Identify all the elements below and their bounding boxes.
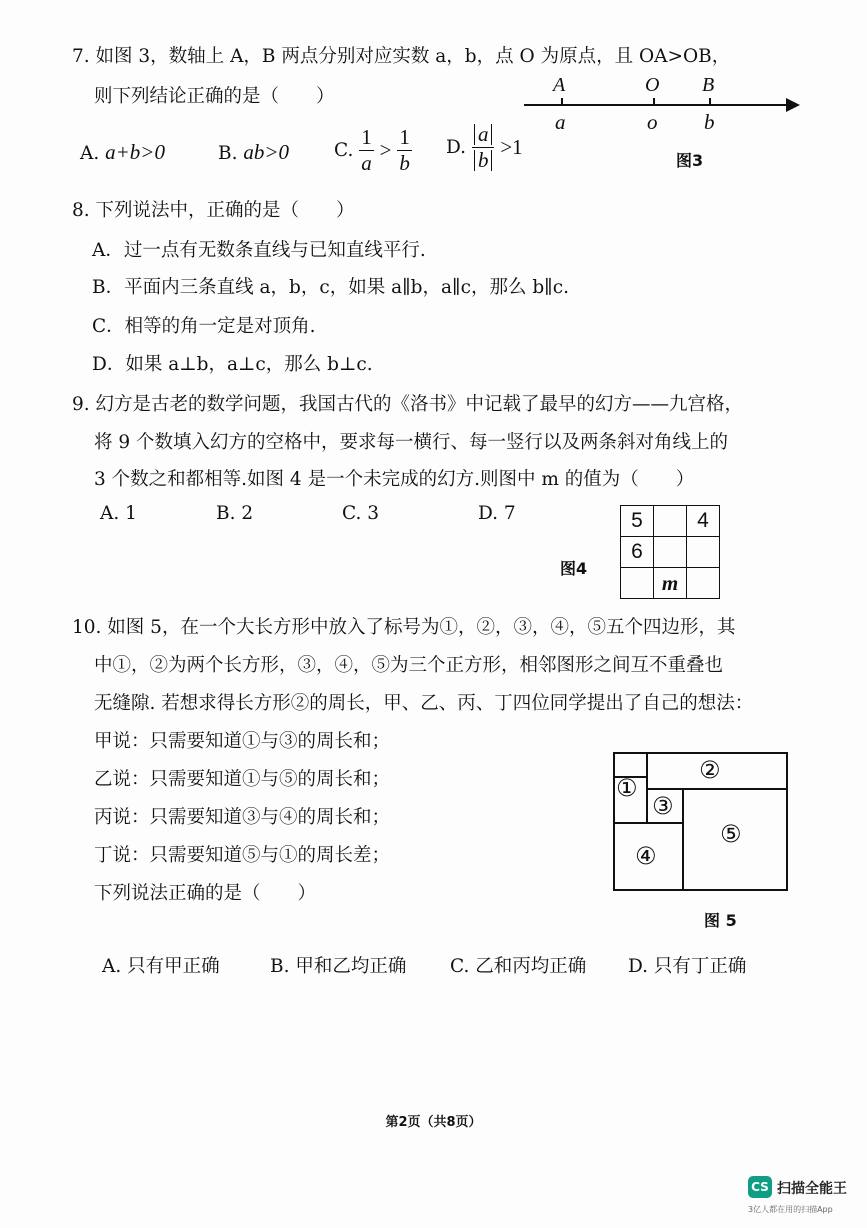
- q10-stem-line2: 中①，②为两个长方形，③，④，⑤为三个正方形，相邻图形之间互不重叠也: [94, 655, 724, 676]
- q10-option-b: B. 甲和乙均正确: [270, 956, 407, 977]
- label-3: ③: [652, 792, 674, 820]
- q10-claim-yi: 乙说：只需要知道①与⑤的周长和；: [94, 769, 391, 790]
- page-number: 第2页（共8页）: [385, 1115, 482, 1130]
- q9-stem-line2: 将 9 个数填入幻方的空格中，要求每一横行、每一竖行以及两条斜对角线上的: [94, 432, 729, 453]
- label-5: ⑤: [720, 820, 742, 848]
- magic-cell: 4: [687, 506, 720, 537]
- q10-stem-line3: 无缝隙. 若想求得长方形②的周长，甲、乙、丙、丁四位同学提出了自己的想法：: [94, 693, 754, 714]
- value-label-o: o: [647, 110, 658, 134]
- magic-cell: [621, 568, 654, 599]
- q7-option-c-frac2: [397, 127, 412, 174]
- q10-claim-ding: 丁说：只需要知道⑤与①的周长差；: [94, 845, 391, 866]
- q7-option-d-label: D.: [446, 137, 467, 158]
- q8-option-a: A．过一点有无数条直线与已知直线平行.: [92, 240, 426, 261]
- q7-option-a-expr: a+b>0: [105, 140, 165, 164]
- magic-cell: m: [654, 568, 687, 599]
- q8-option-b: B．平面内三条直线 a，b，c，如果 a∥b，a∥c，那么 b∥c.: [92, 277, 569, 298]
- value-label-b: b: [704, 110, 715, 134]
- label-2: ②: [699, 756, 721, 784]
- q7-stem-line1: 7. 如图 3，数轴上 A，B 两点分别对应实数 a，b，点 O 为原点，且 OA>OB，: [72, 46, 731, 67]
- q9-option-d: D. 7: [478, 503, 516, 524]
- q7-stem-line2: 则下列结论正确的是（ ）: [94, 86, 335, 107]
- q8-option-d: D．如果 a⊥b，a⊥c，那么 b⊥c.: [92, 354, 373, 375]
- magic-cell: 5: [621, 506, 654, 537]
- q7-option-b: [218, 140, 289, 165]
- q7-d-den: b: [474, 150, 493, 171]
- q7-option-a-label: A.: [80, 143, 100, 164]
- magic-cell: [687, 568, 720, 599]
- point-label-A: A: [553, 74, 566, 96]
- q7-c-num2: 1: [399, 125, 410, 149]
- q7-c-den2: b: [399, 151, 410, 175]
- q9-option-c: C. 3: [342, 503, 380, 524]
- q7-option-c-frac1: [359, 127, 374, 174]
- q7-option-d-frac: [472, 124, 495, 171]
- magic-cell: 6: [621, 537, 654, 568]
- q10-question: 下列说法正确的是（ ）: [94, 883, 317, 904]
- number-line-arrow: [786, 98, 800, 112]
- camscanner-logo-icon: CS: [748, 1176, 772, 1198]
- figure4-caption: 图4: [560, 559, 588, 578]
- q7-option-c: [334, 127, 412, 174]
- figure5-caption: 图 5: [704, 911, 737, 930]
- q7-c-num1: 1: [361, 125, 372, 149]
- q8-stem: 8. 下列说法中，正确的是（ ）: [72, 200, 355, 221]
- q10-stem-line1: 10. 如图 5，在一个大长方形中放入了标号为①，②，③，④，⑤五个四边形，其: [72, 617, 736, 638]
- point-label-O: O: [645, 74, 660, 96]
- q7-option-b-expr: ab>0: [243, 140, 290, 164]
- magic-cell: [654, 537, 687, 568]
- q7-c-den1: a: [361, 151, 372, 175]
- magic-cell: [654, 506, 687, 537]
- q7-d-rel: >1: [500, 135, 523, 159]
- q7-c-rel: >: [379, 138, 392, 162]
- q9-option-b: B. 2: [216, 503, 254, 524]
- q7-d-num: a: [474, 124, 493, 145]
- magic-square: [620, 505, 720, 599]
- q9-stem-line3: 3 个数之和都相等.如图 4 是一个未完成的幻方.则图中 m 的值为（ ）: [94, 469, 695, 490]
- q7-option-a: [80, 140, 165, 165]
- q7-option-b-label: B.: [218, 143, 238, 164]
- q8-option-c: C．相等的角一定是对顶角.: [92, 316, 316, 337]
- magic-cell: [687, 537, 720, 568]
- label-1: ①: [616, 774, 638, 802]
- q7-option-c-label: C.: [334, 140, 354, 161]
- value-label-a: a: [555, 110, 566, 134]
- q9-option-a: A. 1: [100, 503, 137, 524]
- q10-option-a: A. 只有甲正确: [102, 956, 220, 977]
- point-label-B: B: [702, 74, 715, 96]
- figure3-caption: 图3: [676, 151, 704, 170]
- label-4: ④: [635, 842, 657, 870]
- q10-option-d: D. 只有丁正确: [628, 956, 747, 977]
- q10-claim-jia: 甲说：只需要知道①与③的周长和；: [94, 731, 391, 752]
- q10-option-c: C. 乙和丙均正确: [450, 956, 587, 977]
- camscanner-tagline: 3亿人都在用的扫描App: [748, 1205, 833, 1214]
- q7-option-d: [446, 124, 523, 171]
- q9-stem-line1: 9. 幻方是古老的数学问题，我国古代的《洛书》中记载了最早的幻方——九宫格，: [72, 394, 744, 415]
- camscanner-name: 扫描全能王: [777, 1181, 847, 1197]
- q10-claim-bing: 丙说：只需要知道③与④的周长和；: [94, 807, 391, 828]
